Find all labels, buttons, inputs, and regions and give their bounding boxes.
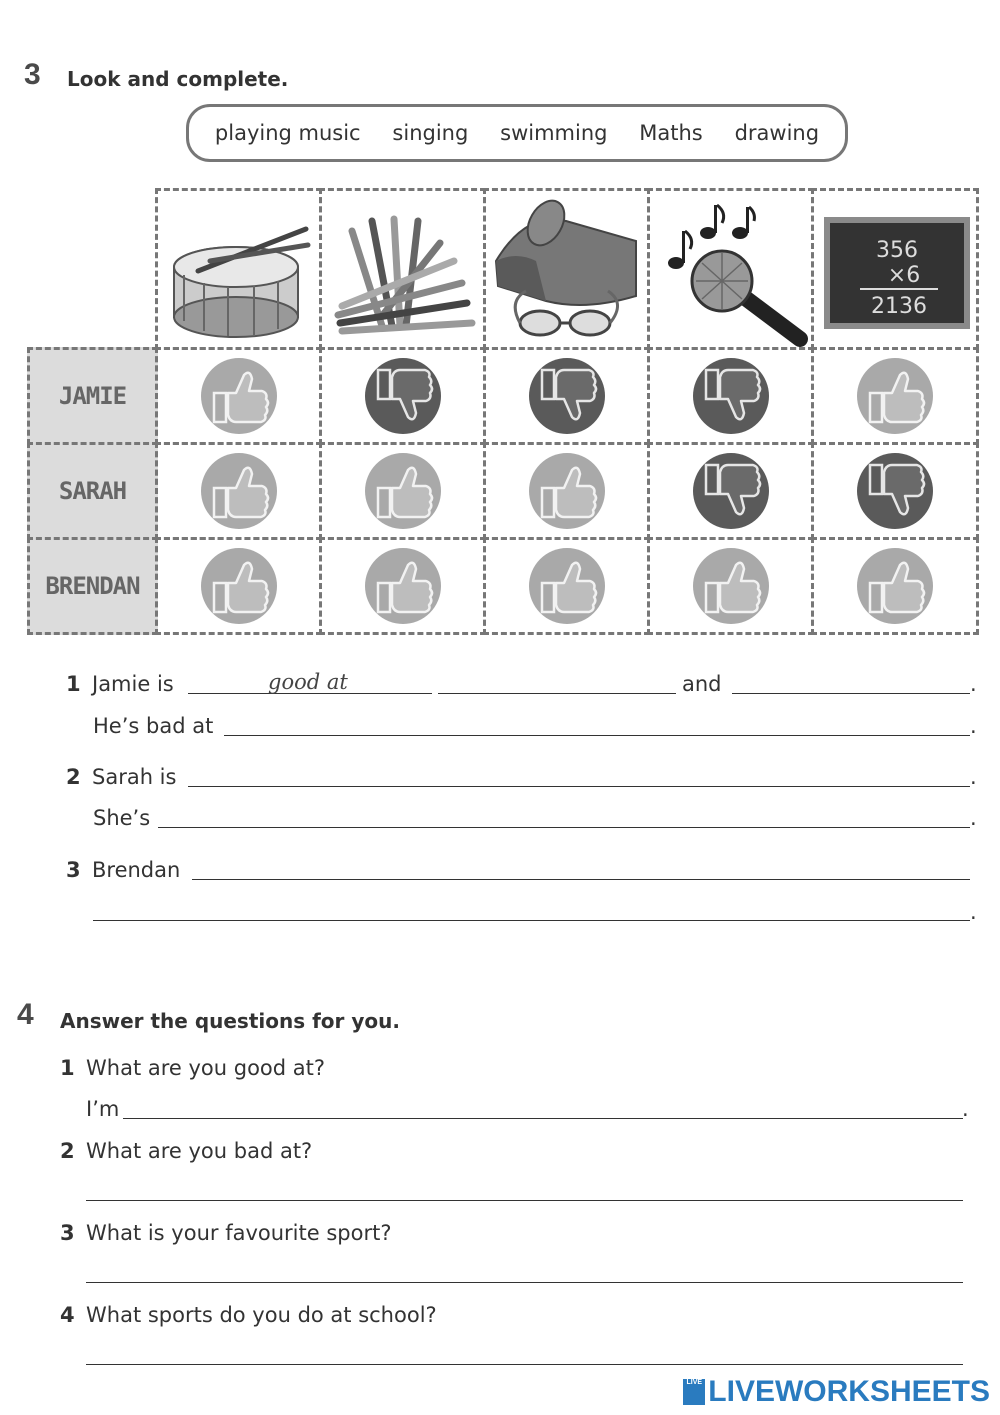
- question-2-number: 2: [60, 1139, 75, 1163]
- thumbs-up-icon: [364, 547, 442, 625]
- picture-cell-maths: [811, 188, 979, 350]
- exercise-3-title: Look and complete.: [67, 67, 289, 91]
- question-1-prefix: I’m: [86, 1097, 120, 1121]
- rating-cell-brendan-2: [319, 537, 486, 635]
- question-4-text: What sports do you do at school?: [86, 1303, 437, 1327]
- thumbs-down-icon: [364, 357, 442, 435]
- answer-line-2b[interactable]: [158, 827, 970, 828]
- sentence-1-end: .: [970, 672, 977, 696]
- word-box: [186, 104, 848, 162]
- answer-line-1d[interactable]: [224, 735, 970, 736]
- question-1-number: 1: [60, 1056, 75, 1080]
- answer-line-3b[interactable]: [93, 920, 970, 921]
- rating-cell-sarah-2: [319, 442, 486, 540]
- rating-cell-sarah-4: [647, 442, 814, 540]
- sentence-2-number: 2: [66, 765, 81, 789]
- question-4: [60, 1303, 437, 1327]
- answer-line-1b[interactable]: [438, 693, 676, 694]
- answer-line-1c[interactable]: [732, 693, 970, 694]
- pencils-icon: [322, 191, 483, 347]
- picture-cell-singing: [647, 188, 814, 350]
- rating-cell-brendan-5: [811, 537, 979, 635]
- rating-cell-brendan-1: [155, 537, 322, 635]
- sentence-3-end: .: [970, 900, 977, 924]
- sentence-1-number: 1: [66, 672, 81, 696]
- word-swimming: swimming: [500, 121, 608, 145]
- sentence-1-and: and: [682, 672, 722, 696]
- question-3-number: 3: [60, 1221, 75, 1245]
- sentence-2b-start: She’s: [93, 806, 151, 830]
- rating-cell-sarah-1: [155, 442, 322, 540]
- thumbs-up-icon: [528, 547, 606, 625]
- sentence-1-jamie: [66, 672, 174, 696]
- thumbs-up-icon: [856, 547, 934, 625]
- question-2: [60, 1139, 312, 1163]
- rating-cell-sarah-3: [483, 442, 650, 540]
- sentence-3-brendan: [66, 858, 180, 882]
- word-singing: singing: [392, 121, 469, 145]
- thumbs-up-icon: [364, 452, 442, 530]
- word-drawing: drawing: [734, 121, 820, 145]
- rating-cell-jamie-1: [155, 347, 322, 445]
- blackboard-line3: 2136: [871, 294, 927, 319]
- answer-line-q3[interactable]: [86, 1282, 963, 1283]
- exercise-4-title: Answer the questions for you.: [60, 1009, 400, 1033]
- word-maths: Maths: [639, 121, 703, 145]
- rating-cell-jamie-4: [647, 347, 814, 445]
- thumbs-down-icon: [528, 357, 606, 435]
- thumbs-up-icon: [692, 547, 770, 625]
- rating-cell-brendan-3: [483, 537, 650, 635]
- towel-goggles-icon: [486, 191, 647, 347]
- row-name-sarah: SARAH: [27, 442, 158, 540]
- picture-cell-pencils: [319, 188, 486, 350]
- row-name-brendan: BRENDAN: [27, 537, 158, 635]
- sentence-1b-start: He’s bad at: [93, 714, 214, 738]
- thumbs-up-icon: [200, 547, 278, 625]
- question-3: [60, 1221, 391, 1245]
- sentence-2-sarah: [66, 765, 176, 789]
- example-answer: good at: [268, 670, 348, 694]
- answer-line-q2[interactable]: [86, 1200, 963, 1201]
- rating-cell-brendan-4: [647, 537, 814, 635]
- microphone-notes-icon: [650, 191, 811, 347]
- rating-cell-sarah-5: [811, 442, 979, 540]
- answer-line-q1[interactable]: [123, 1118, 963, 1119]
- thumbs-up-icon: [856, 357, 934, 435]
- thumbs-up-icon: [528, 452, 606, 530]
- question-1-end: .: [962, 1097, 969, 1121]
- thumbs-down-icon: [692, 452, 770, 530]
- exercise-4-number: 4: [17, 998, 34, 1031]
- question-3-text: What is your favourite sport?: [86, 1221, 392, 1245]
- logo-badge: LIVE: [683, 1379, 705, 1405]
- blackboard-line1: 356: [876, 238, 918, 263]
- sentence-2-start: Sarah is: [92, 765, 177, 789]
- question-4-number: 4: [60, 1303, 75, 1327]
- question-1-text: What are you good at?: [86, 1056, 326, 1080]
- picture-cell-drum: [155, 188, 322, 350]
- logo-text: LIVEWORKSHEETS: [708, 1375, 990, 1408]
- picture-cell-swimming: [483, 188, 650, 350]
- answer-line-3a[interactable]: [192, 879, 970, 880]
- word-playing-music: playing music: [214, 121, 361, 145]
- sentence-3-number: 3: [66, 858, 81, 882]
- question-2-text: What are you bad at?: [86, 1139, 313, 1163]
- thumbs-up-icon: [200, 452, 278, 530]
- thumbs-down-icon: [856, 452, 934, 530]
- sentence-1-start: Jamie is: [92, 672, 174, 696]
- sentence-2b-end: .: [970, 806, 977, 830]
- sentence-1b-end: .: [970, 714, 977, 738]
- rating-cell-jamie-2: [319, 347, 486, 445]
- thumbs-up-icon: [200, 357, 278, 435]
- question-1: [60, 1056, 325, 1080]
- rating-cell-jamie-5: [811, 347, 979, 445]
- sentence-3-start: Brendan: [92, 858, 181, 882]
- drum-icon: [158, 191, 319, 347]
- answer-line-q4[interactable]: [86, 1364, 963, 1365]
- liveworksheets-logo[interactable]: [683, 1375, 990, 1409]
- sentence-2-end: .: [970, 765, 977, 789]
- blackboard-line2: ×6: [887, 263, 921, 288]
- exercise-3-number: 3: [24, 58, 41, 91]
- blackboard-icon: [814, 191, 976, 347]
- rating-cell-jamie-3: [483, 347, 650, 445]
- thumbs-down-icon: [692, 357, 770, 435]
- row-name-jamie: JAMIE: [27, 347, 158, 445]
- answer-line-2a[interactable]: [188, 786, 970, 787]
